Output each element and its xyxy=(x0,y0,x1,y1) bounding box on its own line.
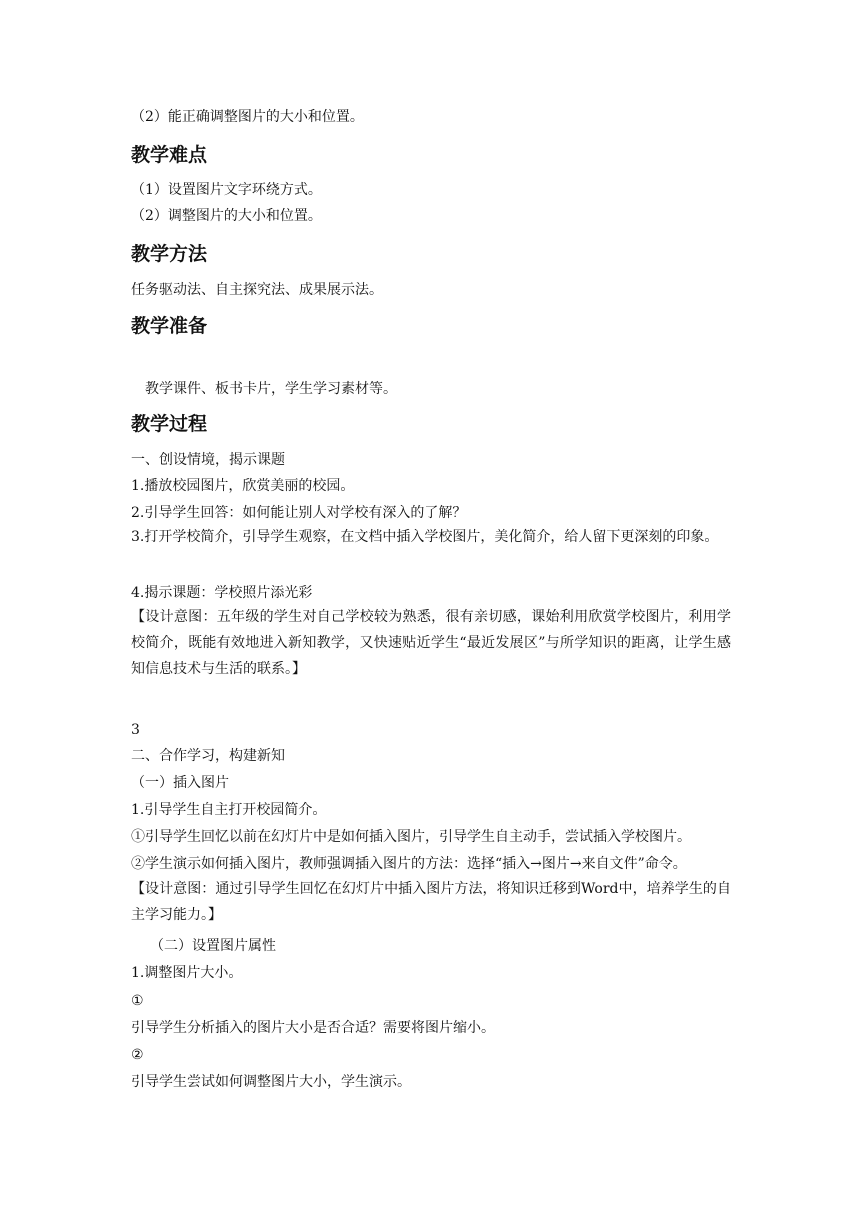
section-1-step-1: 1.播放校园图片，欣赏美丽的校园。 xyxy=(131,478,355,494)
methods-text: 任务驱动法、自主探究法、成果展示法。 xyxy=(131,282,383,298)
section-2-title: 二、合作学习，构建新知 xyxy=(131,748,285,764)
part-1-design-note: 【设计意图：通过引导学生回忆在幻灯片中插入图片方法，将知识迁移到Word中，培养学生的自主学习能力。】 xyxy=(131,881,731,923)
section-1-design-note: 【设计意图：五年级的学生对自己学校较为熟悉，很有亲切感，课始利用欣赏学校图片，利用学校简介，既能有效地进入新知教学，又快速贴近学生“最近发展区”与所学知识的距离，让学生感知信息技术与生活的联系。】 xyxy=(131,609,731,677)
part-2-step-1: 1.调整图片大小。 xyxy=(131,965,243,981)
section-1-step-2: 2.引导学生回答：如何能让别人对学校有深入的了解？ xyxy=(131,505,467,521)
part-1-step-1: 1.引导学生自主打开校园简介。 xyxy=(131,802,327,818)
part-1-sub-2: ②学生演示如何插入图片，教师强调插入图片的方法：选择“插入→图片→来自文件”命令。 xyxy=(131,856,687,872)
preparation-text: 教学课件、板书卡片，学生学习素材等。 xyxy=(145,381,397,397)
heading-teaching-methods: 教学方法 xyxy=(131,243,208,265)
heading-teaching-difficulties: 教学难点 xyxy=(131,144,208,166)
heading-teaching-process: 教学过程 xyxy=(131,413,208,435)
part-2-marker-1: ① xyxy=(131,993,144,1009)
objective-item-2: （2）能正确调整图片的大小和位置。 xyxy=(131,109,364,125)
heading-teaching-preparation: 教学准备 xyxy=(131,315,208,337)
part-1-sub-1: ①引导学生回忆以前在幻灯片中是如何插入图片，引导学生自主动手，尝试插入学校图片。 xyxy=(131,829,691,845)
part-2-sub-1: 引导学生分析插入的图片大小是否合适？需要将图片缩小。 xyxy=(131,1020,495,1036)
section-1-title: 一、创设情境，揭示课题 xyxy=(131,452,285,468)
part-2-marker-2: ② xyxy=(131,1047,144,1063)
difficulty-item-2: （2）调整图片的大小和位置。 xyxy=(131,208,322,224)
difficulty-item-1: （1）设置图片文字环绕方式。 xyxy=(131,182,322,198)
section-1-step-3: 3.打开学校简介，引导学生观察，在文档中插入学校图片，美化简介，给人留下更深刻的印象。 xyxy=(131,529,719,545)
part-2-sub-2: 引导学生尝试如何调整图片大小，学生演示。 xyxy=(131,1074,411,1090)
part-1-title: （一）插入图片 xyxy=(131,775,229,791)
section-1-step-4: 4.揭示课题：学校照片添光彩 xyxy=(131,585,313,601)
part-2-title: （二）设置图片属性 xyxy=(150,938,276,954)
page-number: 3 xyxy=(131,722,140,738)
